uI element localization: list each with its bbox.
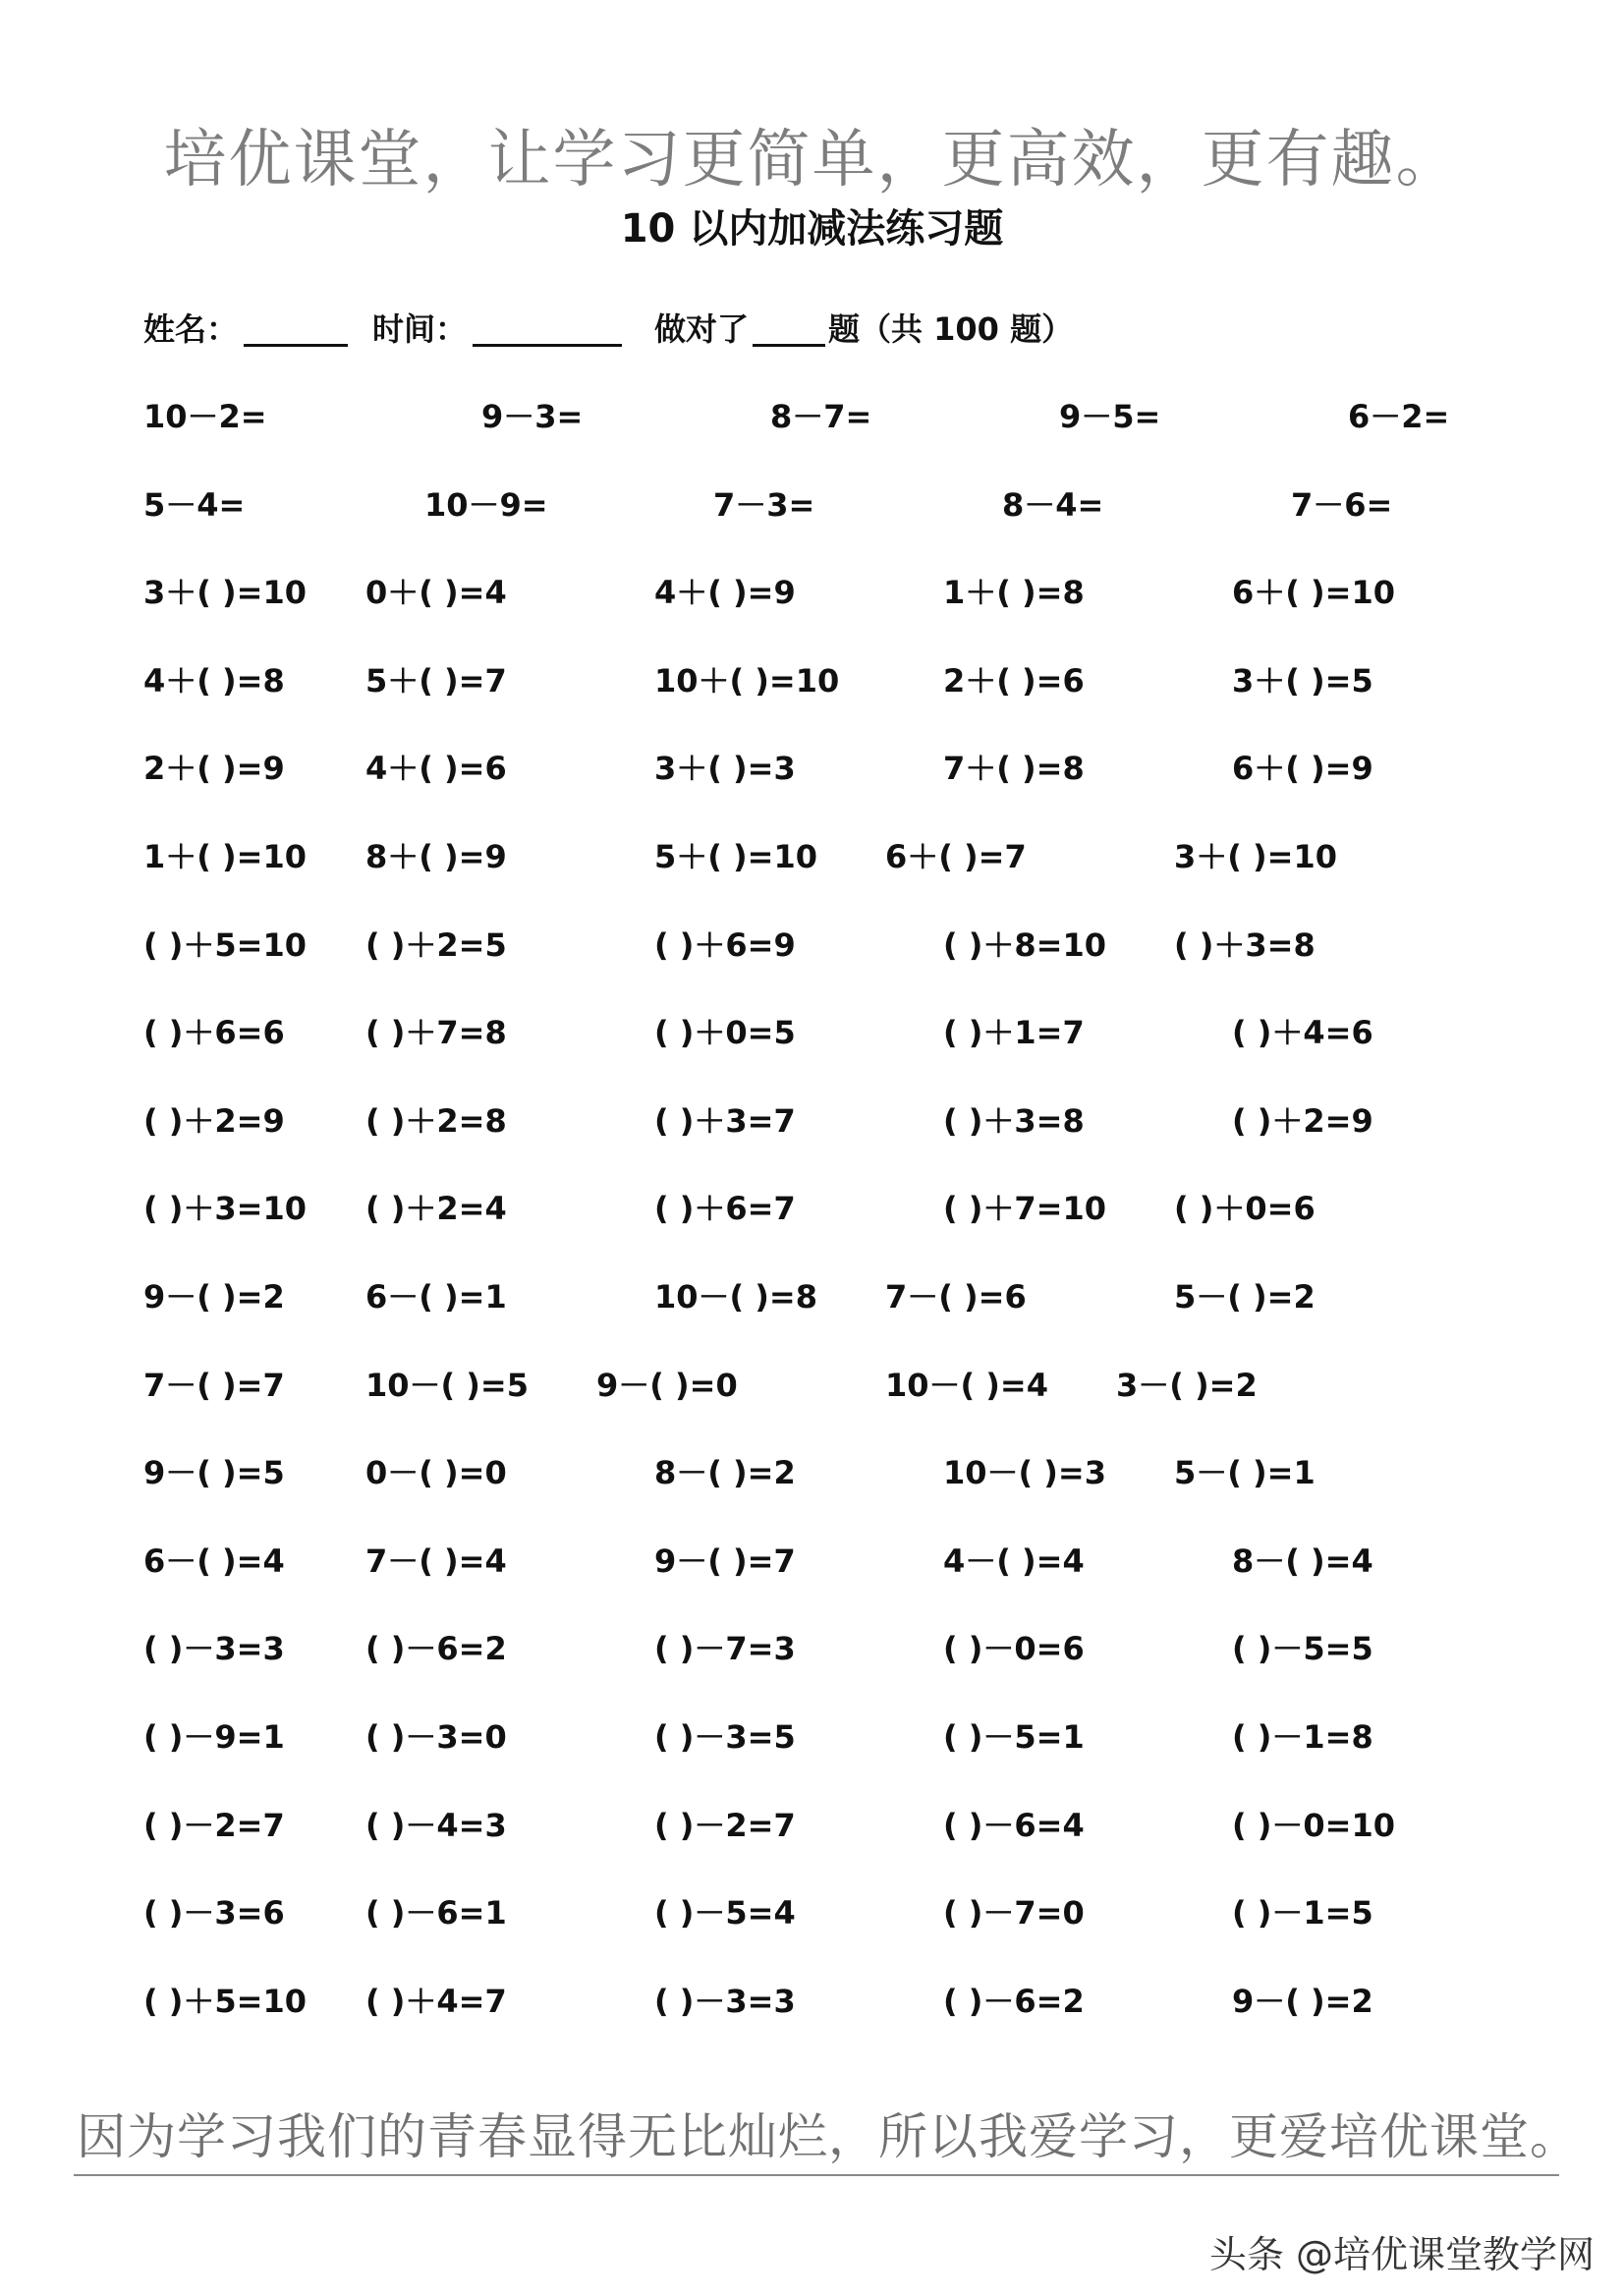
problem-item: ( )－3=3: [143, 1630, 285, 1667]
problem-item: 10－( )=4: [885, 1367, 1049, 1404]
problem-item: 9－( )=0: [596, 1367, 738, 1404]
footer-divider: [74, 2174, 1559, 2176]
problem-item: ( )＋8=10: [943, 926, 1107, 964]
problem-item: ( )＋6=9: [654, 926, 796, 964]
problem-item: 9－( )=5: [143, 1454, 285, 1491]
problem-item: ( )＋1=7: [943, 1014, 1085, 1051]
slogan: 培优课堂，让学习更简单，更高效，更有趣。: [163, 124, 1461, 196]
problem-item: 3＋( )=10: [1174, 838, 1338, 875]
problem-item: ( )＋3=8: [943, 1102, 1085, 1140]
problem-item: ( )－5=4: [654, 1894, 796, 1932]
problem-item: ( )＋0=5: [654, 1014, 796, 1051]
problem-item: 6＋( )=7: [885, 838, 1027, 875]
problem-item: 0＋( )=4: [365, 574, 507, 611]
problem-item: 3＋( )=5: [1232, 662, 1373, 700]
footer-motto: 因为学习我们的青春显得无比灿烂，所以我爱学习，更爱培优课堂。: [77, 2108, 1580, 2165]
problem-item: ( )＋6=6: [143, 1014, 285, 1051]
problem-item: 8－4=: [1002, 486, 1104, 524]
problem-item: 7－3=: [713, 486, 815, 524]
problem-item: 3＋( )=3: [654, 750, 796, 787]
problem-item: 9－3=: [481, 398, 584, 435]
problem-item: ( )－3=6: [143, 1894, 285, 1932]
problem-item: ( )＋3=7: [654, 1102, 796, 1140]
problem-item: 6＋( )=10: [1232, 574, 1396, 611]
problem-item: 5＋( )=7: [365, 662, 507, 700]
problem-item: 8－( )=2: [654, 1454, 796, 1491]
problem-item: ( )＋6=7: [654, 1190, 796, 1227]
problem-item: ( )＋2=5: [365, 926, 507, 964]
problem-item: 9－5=: [1059, 398, 1161, 435]
problem-item: ( )－3=5: [654, 1718, 796, 1756]
problem-item: ( )－5=1: [943, 1718, 1085, 1756]
problem-item: ( )－2=7: [654, 1807, 796, 1844]
problem-item: 4－( )=4: [943, 1542, 1085, 1580]
problem-item: 8－( )=4: [1232, 1542, 1373, 1580]
problem-item: 4＋( )=8: [143, 662, 285, 700]
problem-item: 4＋( )=6: [365, 750, 507, 787]
problem-item: ( )＋2=4: [365, 1190, 507, 1227]
problem-item: ( )－1=5: [1232, 1894, 1373, 1932]
problem-item: ( )＋7=10: [943, 1190, 1107, 1227]
problem-item: ( )－3=3: [654, 1983, 796, 2020]
problem-item: 8－7=: [770, 398, 872, 435]
problem-item: ( )＋2=8: [365, 1102, 507, 1140]
problem-item: 10－( )=8: [654, 1278, 818, 1316]
problem-item: 10－( )=3: [943, 1454, 1107, 1491]
problem-item: 7－( )=6: [885, 1278, 1027, 1316]
problem-item: ( )＋3=10: [143, 1190, 308, 1227]
problem-item: ( )＋5=10: [143, 1983, 308, 2020]
problem-item: ( )－1=8: [1232, 1718, 1373, 1756]
watermark: 头条 @培优课堂教学网: [1208, 2233, 1595, 2276]
problem-item: ( )－5=5: [1232, 1630, 1373, 1667]
problem-item: 10－2=: [143, 398, 267, 435]
problem-item: ( )＋7=8: [365, 1014, 507, 1051]
problem-item: 10－9=: [424, 486, 548, 524]
problem-item: ( )＋2=9: [143, 1102, 285, 1140]
problem-item: ( )－6=4: [943, 1807, 1085, 1844]
problem-item: 0－( )=0: [365, 1454, 507, 1491]
page-title: 10 以内加减法练习题: [620, 206, 1004, 252]
problem-item: ( )＋3=8: [1174, 926, 1316, 964]
problem-item: 3－( )=2: [1116, 1367, 1258, 1404]
problem-item: ( )＋4=7: [365, 1983, 507, 2020]
problem-item: 1＋( )=8: [943, 574, 1085, 611]
problem-item: 7＋( )=8: [943, 750, 1085, 787]
problem-item: 9－( )=7: [654, 1542, 796, 1580]
problem-item: 1＋( )=10: [143, 838, 308, 875]
problem-item: ( )＋4=6: [1232, 1014, 1373, 1051]
problem-item: 4＋( )=9: [654, 574, 796, 611]
problem-item: 2＋( )=9: [143, 750, 285, 787]
problem-item: ( )－6=2: [943, 1983, 1085, 2020]
problem-item: 2＋( )=6: [943, 662, 1085, 700]
problem-item: 7－( )=7: [143, 1367, 285, 1404]
problem-item: 5－( )=2: [1174, 1278, 1316, 1316]
problem-item: 6－( )=1: [365, 1278, 507, 1316]
problem-item: 6－2=: [1348, 398, 1450, 435]
correct-suffix: 题（共 100 题）: [828, 310, 1074, 348]
correct-label: 做对了: [654, 310, 750, 348]
problem-item: ( )－7=3: [654, 1630, 796, 1667]
problem-item: ( )＋2=9: [1232, 1102, 1373, 1140]
problem-item: 7－6=: [1291, 486, 1393, 524]
name-label: 姓名：: [143, 310, 239, 348]
time-label: 时间：: [372, 310, 468, 348]
problem-item: ( )＋5=10: [143, 926, 308, 964]
problem-item: ( )－6=1: [365, 1894, 507, 1932]
problem-item: ( )－3=0: [365, 1718, 507, 1756]
problem-item: ( )－4=3: [365, 1807, 507, 1844]
problem-item: 8＋( )=9: [365, 838, 507, 875]
problem-item: ( )－7=0: [943, 1894, 1085, 1932]
problem-item: 3＋( )=10: [143, 574, 308, 611]
problem-item: 10－( )=5: [365, 1367, 530, 1404]
problem-item: 6＋( )=9: [1232, 750, 1373, 787]
problem-item: ( )－6=2: [365, 1630, 507, 1667]
problem-item: ( )－0=6: [943, 1630, 1085, 1667]
problem-item: 5＋( )=10: [654, 838, 818, 875]
problem-item: ( )－2=7: [143, 1807, 285, 1844]
problem-item: ( )－0=10: [1232, 1807, 1396, 1844]
problem-item: 6－( )=4: [143, 1542, 285, 1580]
problem-item: 9－( )=2: [1232, 1983, 1373, 2020]
problem-item: 9－( )=2: [143, 1278, 285, 1316]
problem-item: 5－( )=1: [1174, 1454, 1316, 1491]
problem-item: ( )－9=1: [143, 1718, 285, 1756]
problem-item: ( )＋0=6: [1174, 1190, 1316, 1227]
problem-item: 10＋( )=10: [654, 662, 840, 700]
problem-item: 5－4=: [143, 486, 246, 524]
problem-item: 7－( )=4: [365, 1542, 507, 1580]
